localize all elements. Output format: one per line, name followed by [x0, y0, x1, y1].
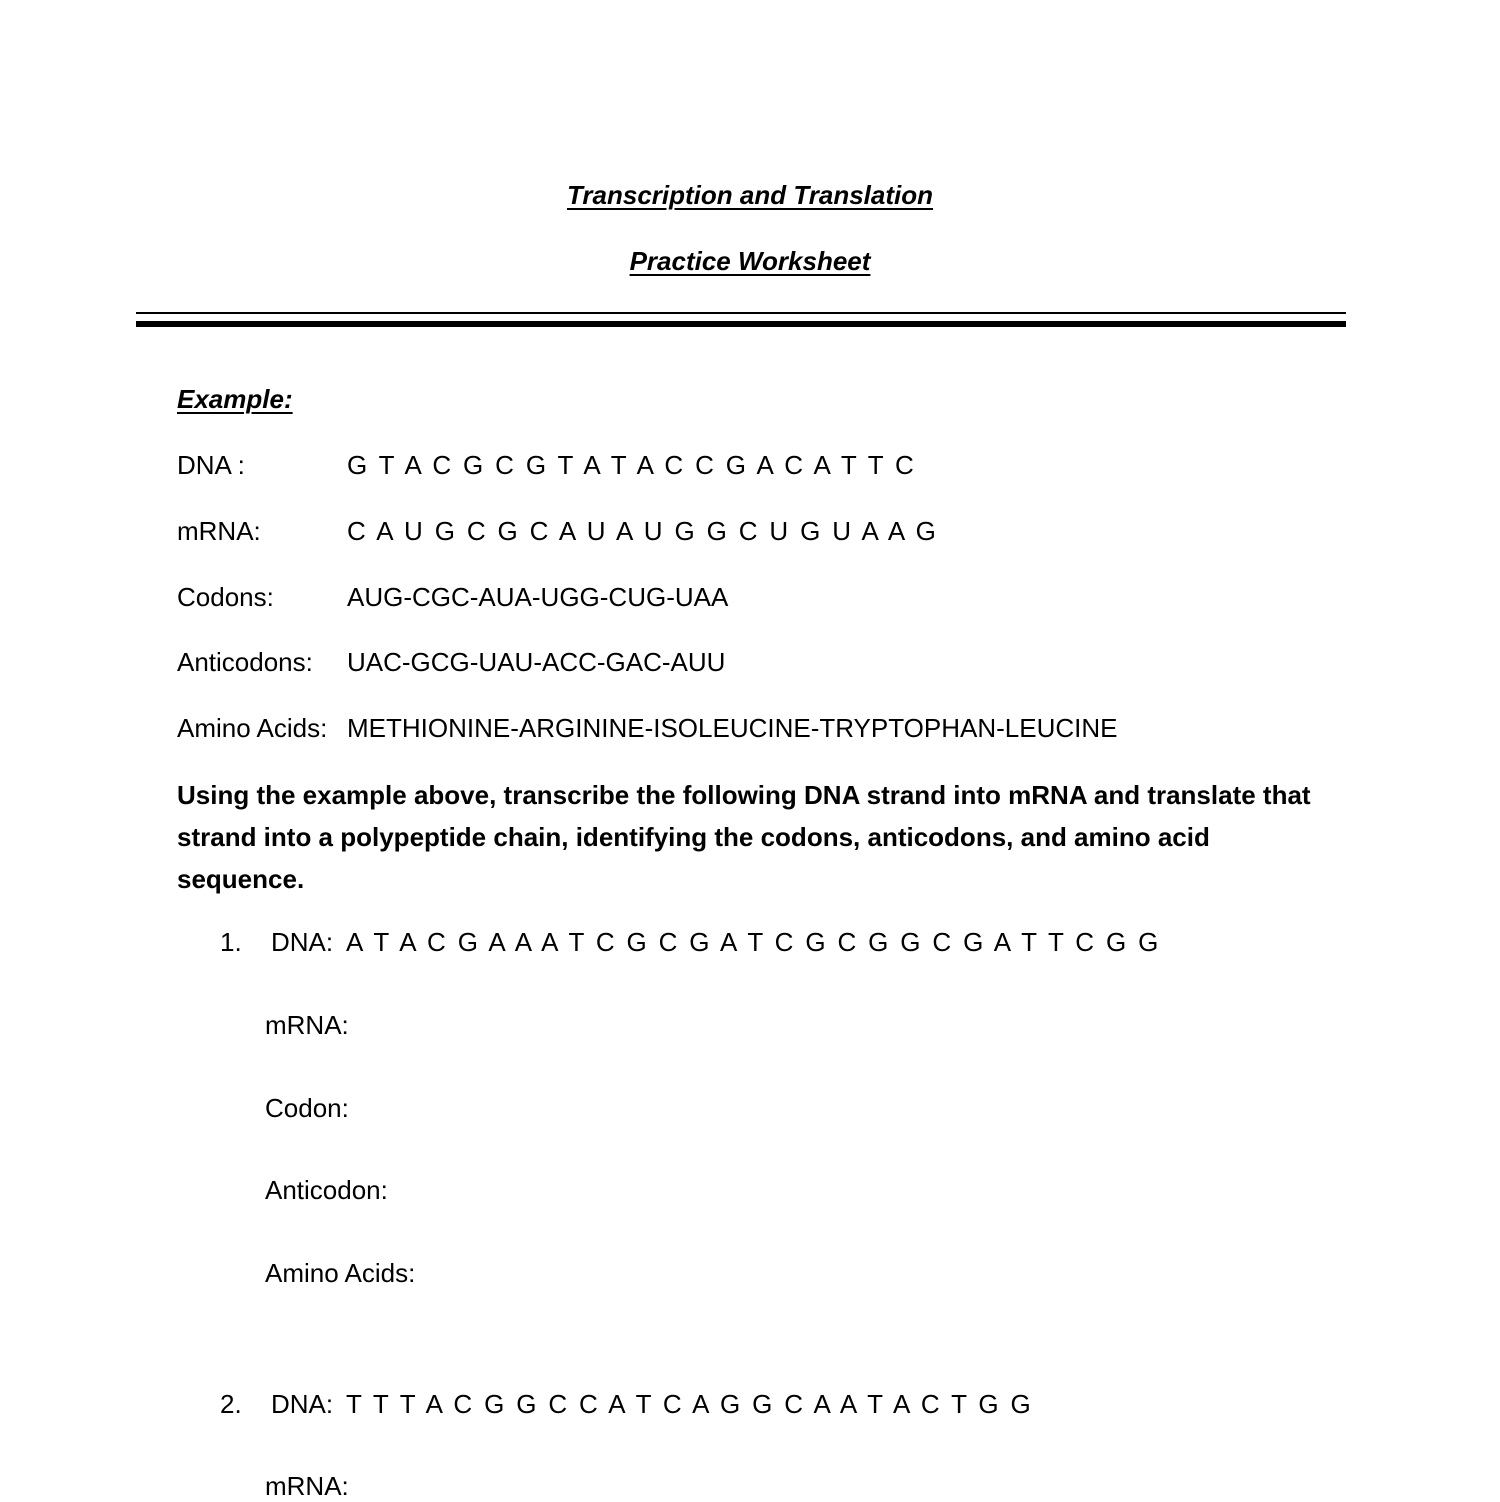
question-number: 2. — [220, 1389, 242, 1419]
question-dna-sequence: T T T A C G G C C A T C A G G C A A T A C T G G — [346, 1389, 1034, 1419]
example-value: UAC-GCG-UAU-ACC-GAC-AUU — [347, 647, 726, 677]
question-dna-sequence: A T A C G A A A T C G C G A T C G C G G C G A T T C G G — [346, 927, 1161, 957]
question-2-mrna-label: mRNA: — [265, 1471, 349, 1501]
question-1-mrna-label: mRNA: — [265, 1010, 349, 1040]
example-heading: Example: — [177, 384, 293, 414]
example-label: DNA : — [177, 450, 245, 480]
divider-thin — [136, 312, 1346, 314]
question-dna-label: DNA: — [271, 1389, 334, 1419]
question-number: 1. — [220, 927, 242, 957]
page-subtitle: Practice Worksheet — [629, 246, 871, 276]
example-label: mRNA: — [177, 516, 261, 546]
question-1-dna-line — [0, 927, 1500, 961]
example-label: Codons: — [177, 582, 274, 612]
example-value: METHIONINE-ARGININE-ISOLEUCINE-TRYPTOPHAN-LEUCINE — [347, 713, 1118, 743]
question-1-amino-acids-label: Amino Acids: — [265, 1258, 416, 1288]
instructions: Using the example above, transcribe the following DNA strand into mRNA and translate that strand into a polypeptide chain, identifying the codons, anticodons, and amino acid sequence. — [177, 780, 1311, 894]
divider-thick — [136, 321, 1346, 327]
example-value: G T A C G C G T A T A C C G A C A T T C — [347, 450, 917, 480]
question-2-dna-line — [0, 1389, 1500, 1423]
example-value: C A U G C G C A U A U G G C U G U A A G — [347, 516, 939, 546]
example-label: Amino Acids: — [177, 713, 328, 743]
question-1-codon-label: Codon: — [265, 1093, 349, 1123]
example-value: AUG-CGC-AUA-UGG-CUG-UAA — [347, 582, 729, 612]
question-dna-label: DNA: — [271, 927, 334, 957]
page-title: Transcription and Translation — [567, 180, 933, 210]
question-1-anticodon-label: Anticodon: — [265, 1175, 388, 1205]
example-label: Anticodons: — [177, 647, 313, 677]
